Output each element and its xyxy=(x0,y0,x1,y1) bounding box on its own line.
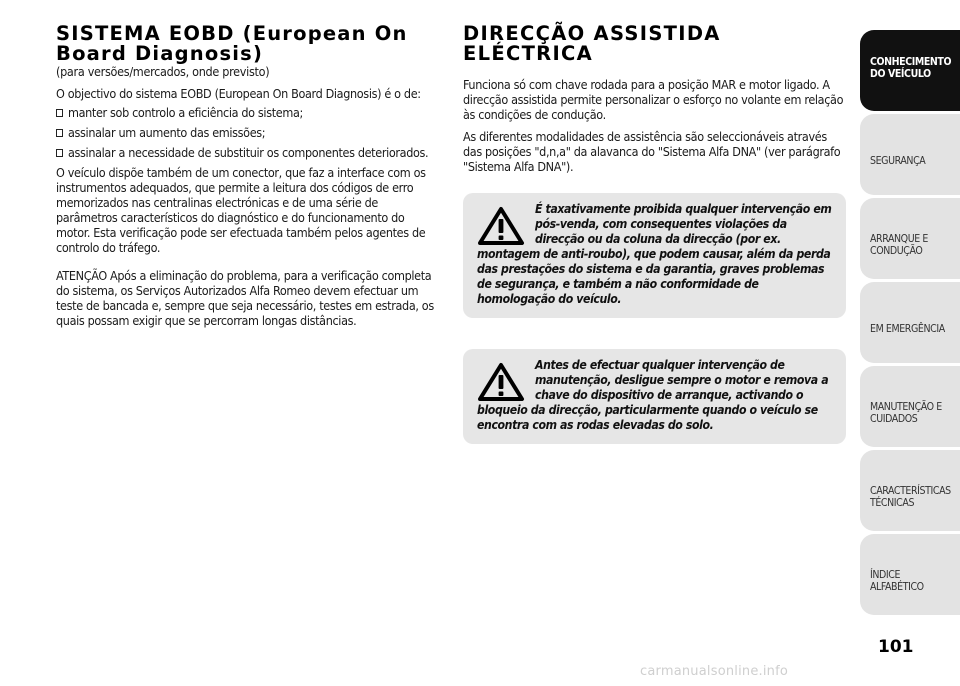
watermark: carmanualsonline.info xyxy=(640,664,789,679)
checkbox-bullet-icon xyxy=(56,149,63,157)
chapter-tabs xyxy=(860,30,960,618)
eobd-heading: SISTEMA EOBD (European On Board Diagnosis) xyxy=(56,22,408,65)
warning-text-maintenance: Antes de efectuar qualquer intervenção de manutenção, desligue sempre o motor e remova a chave do dispositivo de arranque, activando o bloqueio da direcção, particularmente quando o veículo se encontra com as rodas elevadas do solo. xyxy=(477,358,829,432)
checkbox-bullet-icon xyxy=(56,109,63,117)
tab-arranque-e-conducao[interactable]: ARRANQUE E CONDUÇÃO xyxy=(860,198,960,279)
page-number: 101 xyxy=(878,637,914,657)
eobd-connector-paragraph: O veículo dispõe também de um conector, que faz a interface com os instrumentos adequados, que permite a leitura dos códigos de erro memorizados nas centralinas electrónicas e de uma série de parâmetros característicos do diagnóstico e do funcionamento do motor. Esta verificação pode ser efectuada também pelos agentes de controlo do tráfego. xyxy=(56,165,426,255)
checkbox-bullet-icon xyxy=(56,129,63,137)
eobd-bullet-list xyxy=(56,105,440,160)
warning-text-tampering: É taxativamente proibida qualquer intervenção em pós-venda, com consequentes violações da direcção ou da coluna da direcção (por ex. montagem de anti-roubo), que podem causar, além da perda das prestações do sistema e da garantia, graves problemas de segurança, e também a não conformidade de homologação do veículo. xyxy=(477,202,832,306)
tab-caracteristicas-tecnicas[interactable]: CARACTERÍSTICAS TÉCNICAS xyxy=(860,450,960,531)
list-item: assinalar a necessidade de substituir os componentes deteriorados. xyxy=(56,145,440,160)
power-steering-paragraph-1: Funciona só com chave rodada para a posição MAR e motor ligado. A direcção assistida permite personalizar o esforço no volante em relação às condições de condução. xyxy=(463,77,844,122)
tab-manutencao-e-cuidados[interactable]: MANUTENÇÃO E CUIDADOS xyxy=(860,366,960,447)
tab-em-emergencia[interactable]: EM EMERGÊNCIA xyxy=(860,282,960,363)
eobd-section xyxy=(56,24,440,328)
warning-triangle-icon xyxy=(477,362,525,402)
power-steering-section xyxy=(463,24,847,444)
warning-box-tampering xyxy=(463,193,846,318)
eobd-subtitle: (para versões/mercados, onde previsto) xyxy=(56,64,270,79)
power-steering-paragraph-2: As diferentes modalidades de assistência são seleccionáveis através das posições "d,n,a" da alavanca do "Sistema Alfa DNA" (ver parágrafo "Sistema Alfa DNA"). xyxy=(463,129,841,174)
eobd-attention-paragraph: ATENÇÃO Após a eliminação do problema, para a verificação completa do sistema, os Serviços Autorizados Alfa Romeo devem efectuar um teste de bancada e, sempre que seja necessário, testes em estrada, os quais possam exigir que se percorram longas distâncias. xyxy=(56,268,434,328)
list-item: manter sob controlo a eficiência do sistema; xyxy=(56,105,440,120)
warning-triangle-icon xyxy=(477,206,525,246)
tab-conhecimento-do-veiculo[interactable]: CONHECIMENTO DO VEÍCULO xyxy=(860,30,960,111)
power-steering-heading: DIRECÇÃO ASSISTIDA ELÉCTRICA xyxy=(463,22,721,65)
tab-seguranca[interactable]: SEGURANÇA xyxy=(860,114,960,195)
tab-indice-alfabetico[interactable]: ÍNDICE ALFABÉTICO xyxy=(860,534,960,615)
eobd-intro: O objectivo do sistema EOBD (European On Board Diagnosis) é o de: xyxy=(56,86,421,101)
warning-box-maintenance xyxy=(463,349,846,444)
list-item: assinalar um aumento das emissões; xyxy=(56,125,440,140)
